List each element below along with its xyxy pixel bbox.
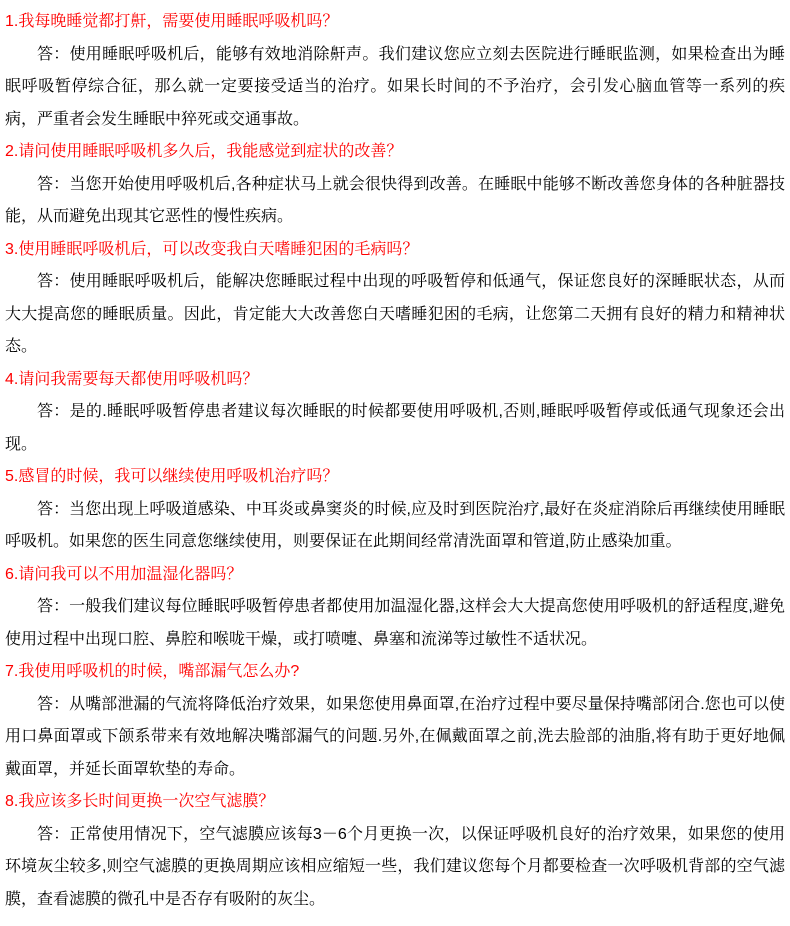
faq-answer: 答：是的.睡眠呼吸暂停患者建议每次睡眠的时候都要使用呼吸机,否则,睡眠呼吸暂停或低通气现象还会出现。 [5,403,785,453]
faq-question: 3.使用睡眠呼吸机后，可以改变我白天嗜睡犯困的毛病吗？ [5,240,419,258]
faq-item-7 [5,656,785,786]
faq-item-4 [5,364,785,462]
faq-question: 8.我应该多长时间更换一次空气滤膜？ [5,793,275,810]
faq-question: 4.请问我需要每天都使用呼吸机吗？ [5,370,259,388]
faq-question: 6.请问我可以不用加温湿化器吗？ [5,565,243,583]
faq-answer: 答：当您出现上呼吸道感染、中耳炎或鼻窦炎的时候,应及时到医院治疗,最好在炎症消除后再继续使用睡眠呼吸机。如果您的医生同意您继续使用，则要保证在此期间经常清洗面罩和管道,防止感染加重。 [5,500,785,550]
faq-item-3 [5,234,785,364]
faq-answer: 答：使用睡眠呼吸机后，能解决您睡眠过程中出现的呼吸暂停和低通气，保证您良好的深睡眠状态，从而大大提高您的睡眠质量。因此，肯定能大大改善您白天嗜睡犯困的毛病，让您第二天拥有良好的精力和精神状态。 [5,273,785,355]
faq-item-6 [5,559,785,657]
faq-question: 5.感冒的时候，我可以继续使用呼吸机治疗吗？ [5,468,339,485]
faq-question: 1.我每晚睡觉都打鼾，需要使用睡眠呼吸机吗？ [5,13,339,30]
faq-item-5 [5,461,785,559]
faq-question: 7.我使用呼吸机的时候，嘴部漏气怎么办? [5,663,300,680]
faq-answer: 答：一般我们建议每位睡眠呼吸暂停患者都使用加温湿化器,这样会大大提高您使用呼吸机的舒适程度,避免使用过程中出现口腔、鼻腔和喉咙干燥，或打喷嚏、鼻塞和流涕等过敏性不适状况。 [5,598,785,648]
faq-answer: 答：正常使用情况下，空气滤膜应该每3－6个月更换一次，以保证呼吸机良好的治疗效果，如果您的使用环境灰尘较多,则空气滤膜的更换周期应该相应缩短一些，我们建议您每个月都要检查一次呼吸机背部的空气滤膜，查看滤膜的微孔中是否存有吸附的灰尘。 [5,825,785,908]
faq-item-8 [5,786,785,916]
faq-answer: 答：从嘴部泄漏的气流将降低治疗效果，如果您使用鼻面罩,在治疗过程中要尽量保持嘴部闭合.您也可以使用口鼻面罩或下颌系带来有效地解决嘴部漏气的问题.另外,在佩戴面罩之前,洗去脸部的油脂,将有助于更好地佩戴面罩，并延长面罩软垫的寿命。 [5,695,785,778]
faq-answer: 答：当您开始使用呼吸机后,各种症状马上就会很快得到改善。在睡眠中能够不断改善您身体的各种脏器技能，从而避免出现其它恶性的慢性疾病。 [5,175,785,225]
faq-item-2 [5,136,785,234]
faq-item-1 [5,6,785,136]
faq-question: 2.请问使用睡眠呼吸机多久后，我能感觉到症状的改善？ [5,143,403,160]
faq-answer: 答：使用睡眠呼吸机后，能够有效地消除鼾声。我们建议您应立刻去医院进行睡眠监测，如果检查出为睡眠呼吸暂停综合征，那么就一定要接受适当的治疗。如果长时间的不予治疗，会引发心脑血管等一系列的疾病，严重者会发生睡眠中猝死或交通事故。 [5,45,785,128]
